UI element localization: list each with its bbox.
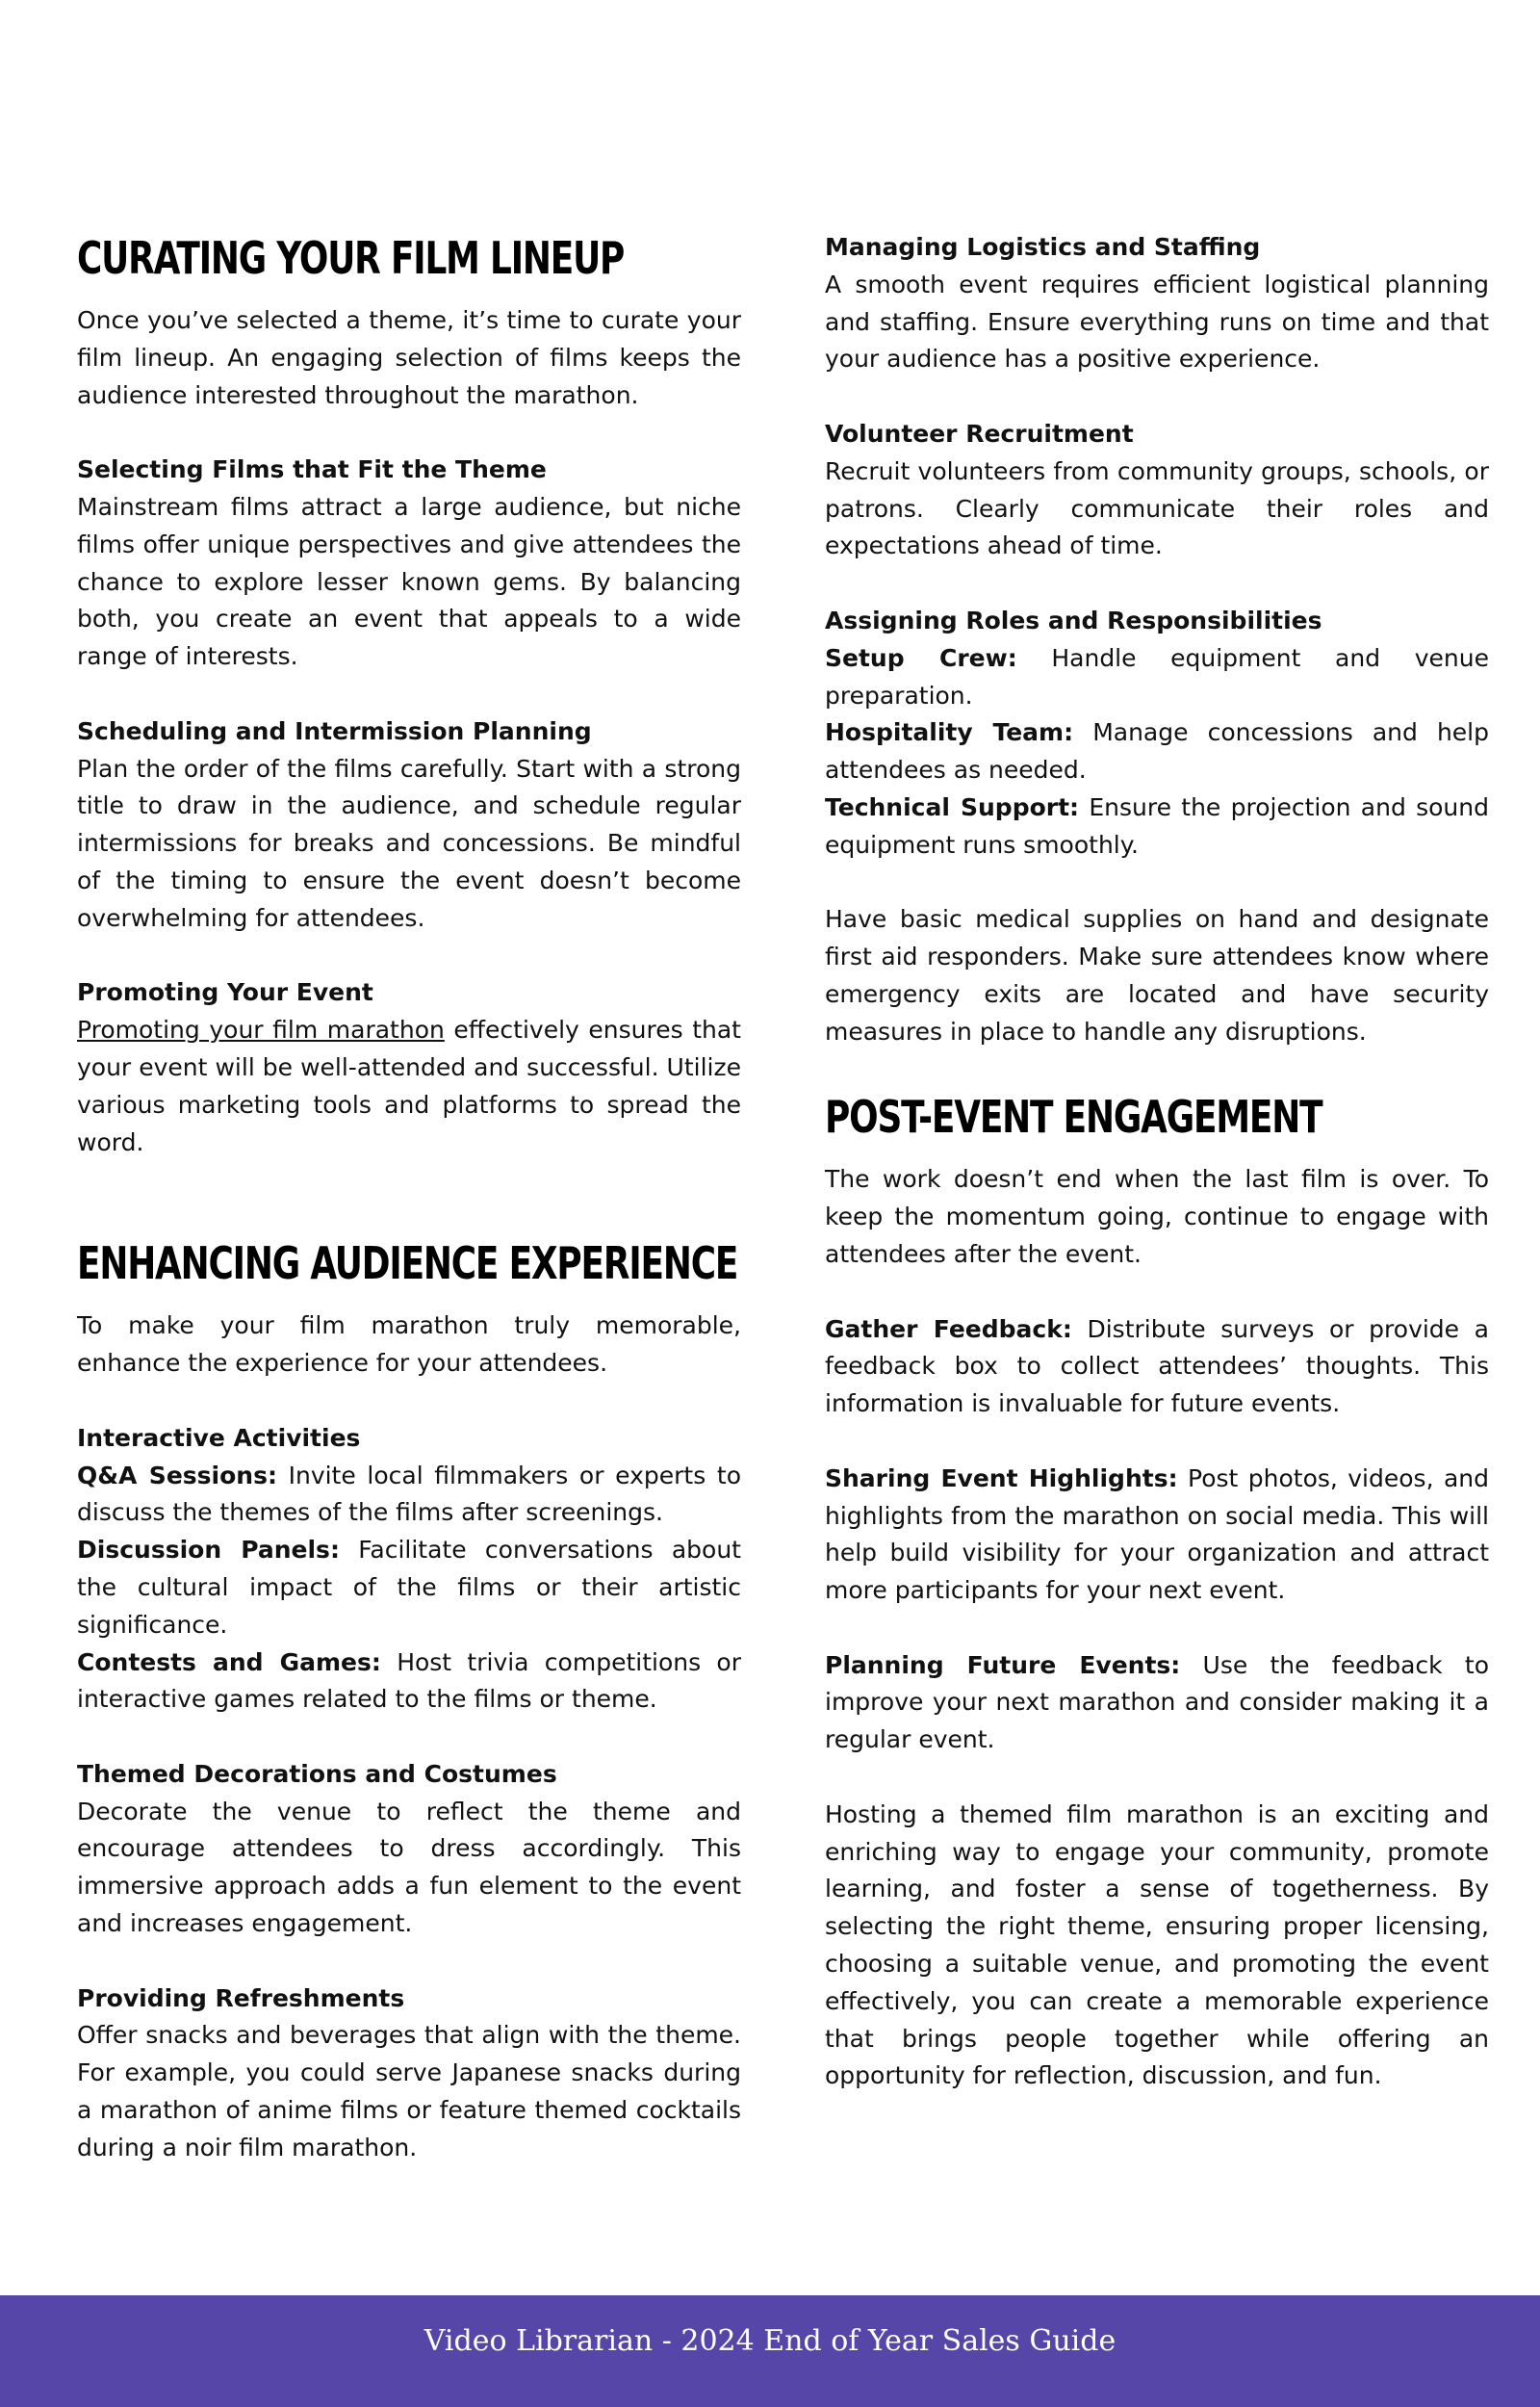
highlights-item: [825, 1461, 1489, 1610]
selecting-films-title: Selecting Films that Fit the Theme: [77, 455, 547, 484]
promoting-link[interactable]: Promoting your film marathon: [77, 1016, 445, 1045]
planning-body: Use the feedback to improve your next marathon and consider making it a regular event.: [825, 1650, 1489, 1754]
post-event-intro: The work doesn’t end when the last film is over. To keep the momentum going, continue to engage with attendees after the event.: [825, 1165, 1489, 1268]
highlights-label: Sharing Event Highlights:: [825, 1463, 1178, 1492]
qa-body: Invite local filmmakers or experts to discuss the themes of the films after screenings.: [77, 1461, 741, 1527]
volunteer-body: Recruit volunteers from community groups, schools, or patrons. Clearly communicate their roles and expectations ahead of time.: [825, 456, 1489, 560]
post-event-heading: POST-EVENT ENGAGEMENT: [825, 1091, 1322, 1144]
safety-body: Have basic medical supplies on hand and designate first aid responders. Make sure attendees know where emergency exits are located and have security measures in place to handle any disruptions.: [825, 905, 1489, 1046]
selecting-films-body: Mainstream films attract a large audience, but niche films offer unique perspectives and give attendees the chance to explore lesser known gems. By balancing both, you create an event that appeals to a wide range of interests.: [77, 492, 741, 671]
roles-title: Assigning Roles and Responsibilities: [825, 606, 1322, 634]
feedback-body: Distribute surveys or provide a feedback box to collect attendees’ thoughts. This information is invaluable for future events.: [825, 1314, 1489, 1418]
refreshments-title: Providing Refreshments: [77, 1983, 405, 2012]
tech-item: [825, 789, 1489, 865]
right-column: [825, 229, 1489, 2095]
interactive-title: Interactive Activities: [77, 1423, 361, 1452]
highlights-body: Post photos, videos, and highlights from the marathon on social media. This will help build visibility for your organization and attract more participants for your next event.: [825, 1463, 1489, 1605]
enhancing-heading: ENHANCING AUDIENCE EXPERIENCE: [77, 1237, 738, 1290]
panels-body: Facilitate conversations about the cultural impact of the films or their artistic significance.: [77, 1536, 741, 1639]
tech-body: Ensure the projection and sound equipment runs smoothly.: [825, 792, 1489, 859]
volunteer-title: Volunteer Recruitment: [825, 419, 1134, 448]
feedback-item: [825, 1311, 1489, 1423]
logistics-body: A smooth event requires efficient logistical planning and staffing. Ensure everything runs on time and that your audience has a positive experience.: [825, 270, 1489, 374]
tech-label: Technical Support:: [825, 792, 1080, 821]
conclusion-body: Hosting a themed film marathon is an exciting and enriching way to engage your community, promote learning, and foster a sense of togetherness. By selecting the right theme, ensuring proper licensing, choosing a suitable venue, and promoting the event effectively, you can create a memorable experience that brings people together while offering an opportunity for reflection, discussion, and fun.: [825, 1799, 1489, 2090]
refreshments-body: Offer snacks and beverages that align with the theme. For example, you could serve Japanese snacks during a marathon of anime films or feature themed cocktails during a noir film marathon.: [77, 2021, 741, 2161]
decor-title: Themed Decorations and Costumes: [77, 1759, 557, 1788]
qa-label: Q&A Sessions:: [77, 1461, 277, 1489]
promoting-paragraph: [77, 1012, 741, 1161]
logistics-title: Managing Logistics and Staffing: [825, 233, 1261, 261]
curating-heading: CURATING YOUR FILM LINEUP: [77, 232, 625, 284]
hospitality-label: Hospitality Team:: [825, 718, 1074, 747]
setup-item: [825, 640, 1489, 715]
setup-body: Handle equipment and venue preparation.: [825, 643, 1489, 710]
contests-label: Contests and Games:: [77, 1647, 381, 1676]
planning-item: [825, 1647, 1489, 1759]
footer-bar: [0, 2295, 1540, 2407]
setup-label: Setup Crew:: [825, 643, 1017, 672]
promoting-title: Promoting Your Event: [77, 978, 373, 1007]
promoting-body: effectively ensures that your event will be well-attended and successful. Utilize various marketing tools and platforms to spread the word.: [77, 1016, 741, 1156]
qa-item: [77, 1458, 741, 1533]
hospitality-body: Manage concessions and help attendees as needed.: [825, 718, 1489, 785]
planning-label: Planning Future Events:: [825, 1650, 1181, 1679]
curating-intro: Once you’ve selected a theme, it’s time to curate your film lineup. An engaging selection of films keeps the audience interested throughout the marathon.: [77, 306, 741, 409]
scheduling-title: Scheduling and Intermission Planning: [77, 716, 592, 745]
panels-label: Discussion Panels:: [77, 1536, 340, 1565]
footer-text: Video Librarian - 2024 End of Year Sales Guide: [424, 2324, 1116, 2358]
left-column: [77, 229, 741, 2167]
enhancing-intro: To make your film marathon truly memorable, enhance the experience for your attendees.: [77, 1311, 741, 1378]
scheduling-body: Plan the order of the films carefully. Start with a strong title to draw in the audience, and schedule regular intermissions for breaks and concessions. Be mindful of the timing to ensure the event doesn’t become overwhelming for attendees.: [77, 754, 741, 932]
panels-item: [77, 1532, 741, 1643]
hospitality-item: [825, 714, 1489, 789]
feedback-label: Gather Feedback:: [825, 1314, 1072, 1343]
contests-item: [77, 1644, 741, 1720]
decor-body: Decorate the venue to reflect the theme and encourage attendees to dress accordingly. This immersive approach adds a fun element to the event and increases engagement.: [77, 1797, 741, 1938]
contests-body: Host trivia competitions or interactive games related to the films or theme.: [77, 1647, 741, 1714]
